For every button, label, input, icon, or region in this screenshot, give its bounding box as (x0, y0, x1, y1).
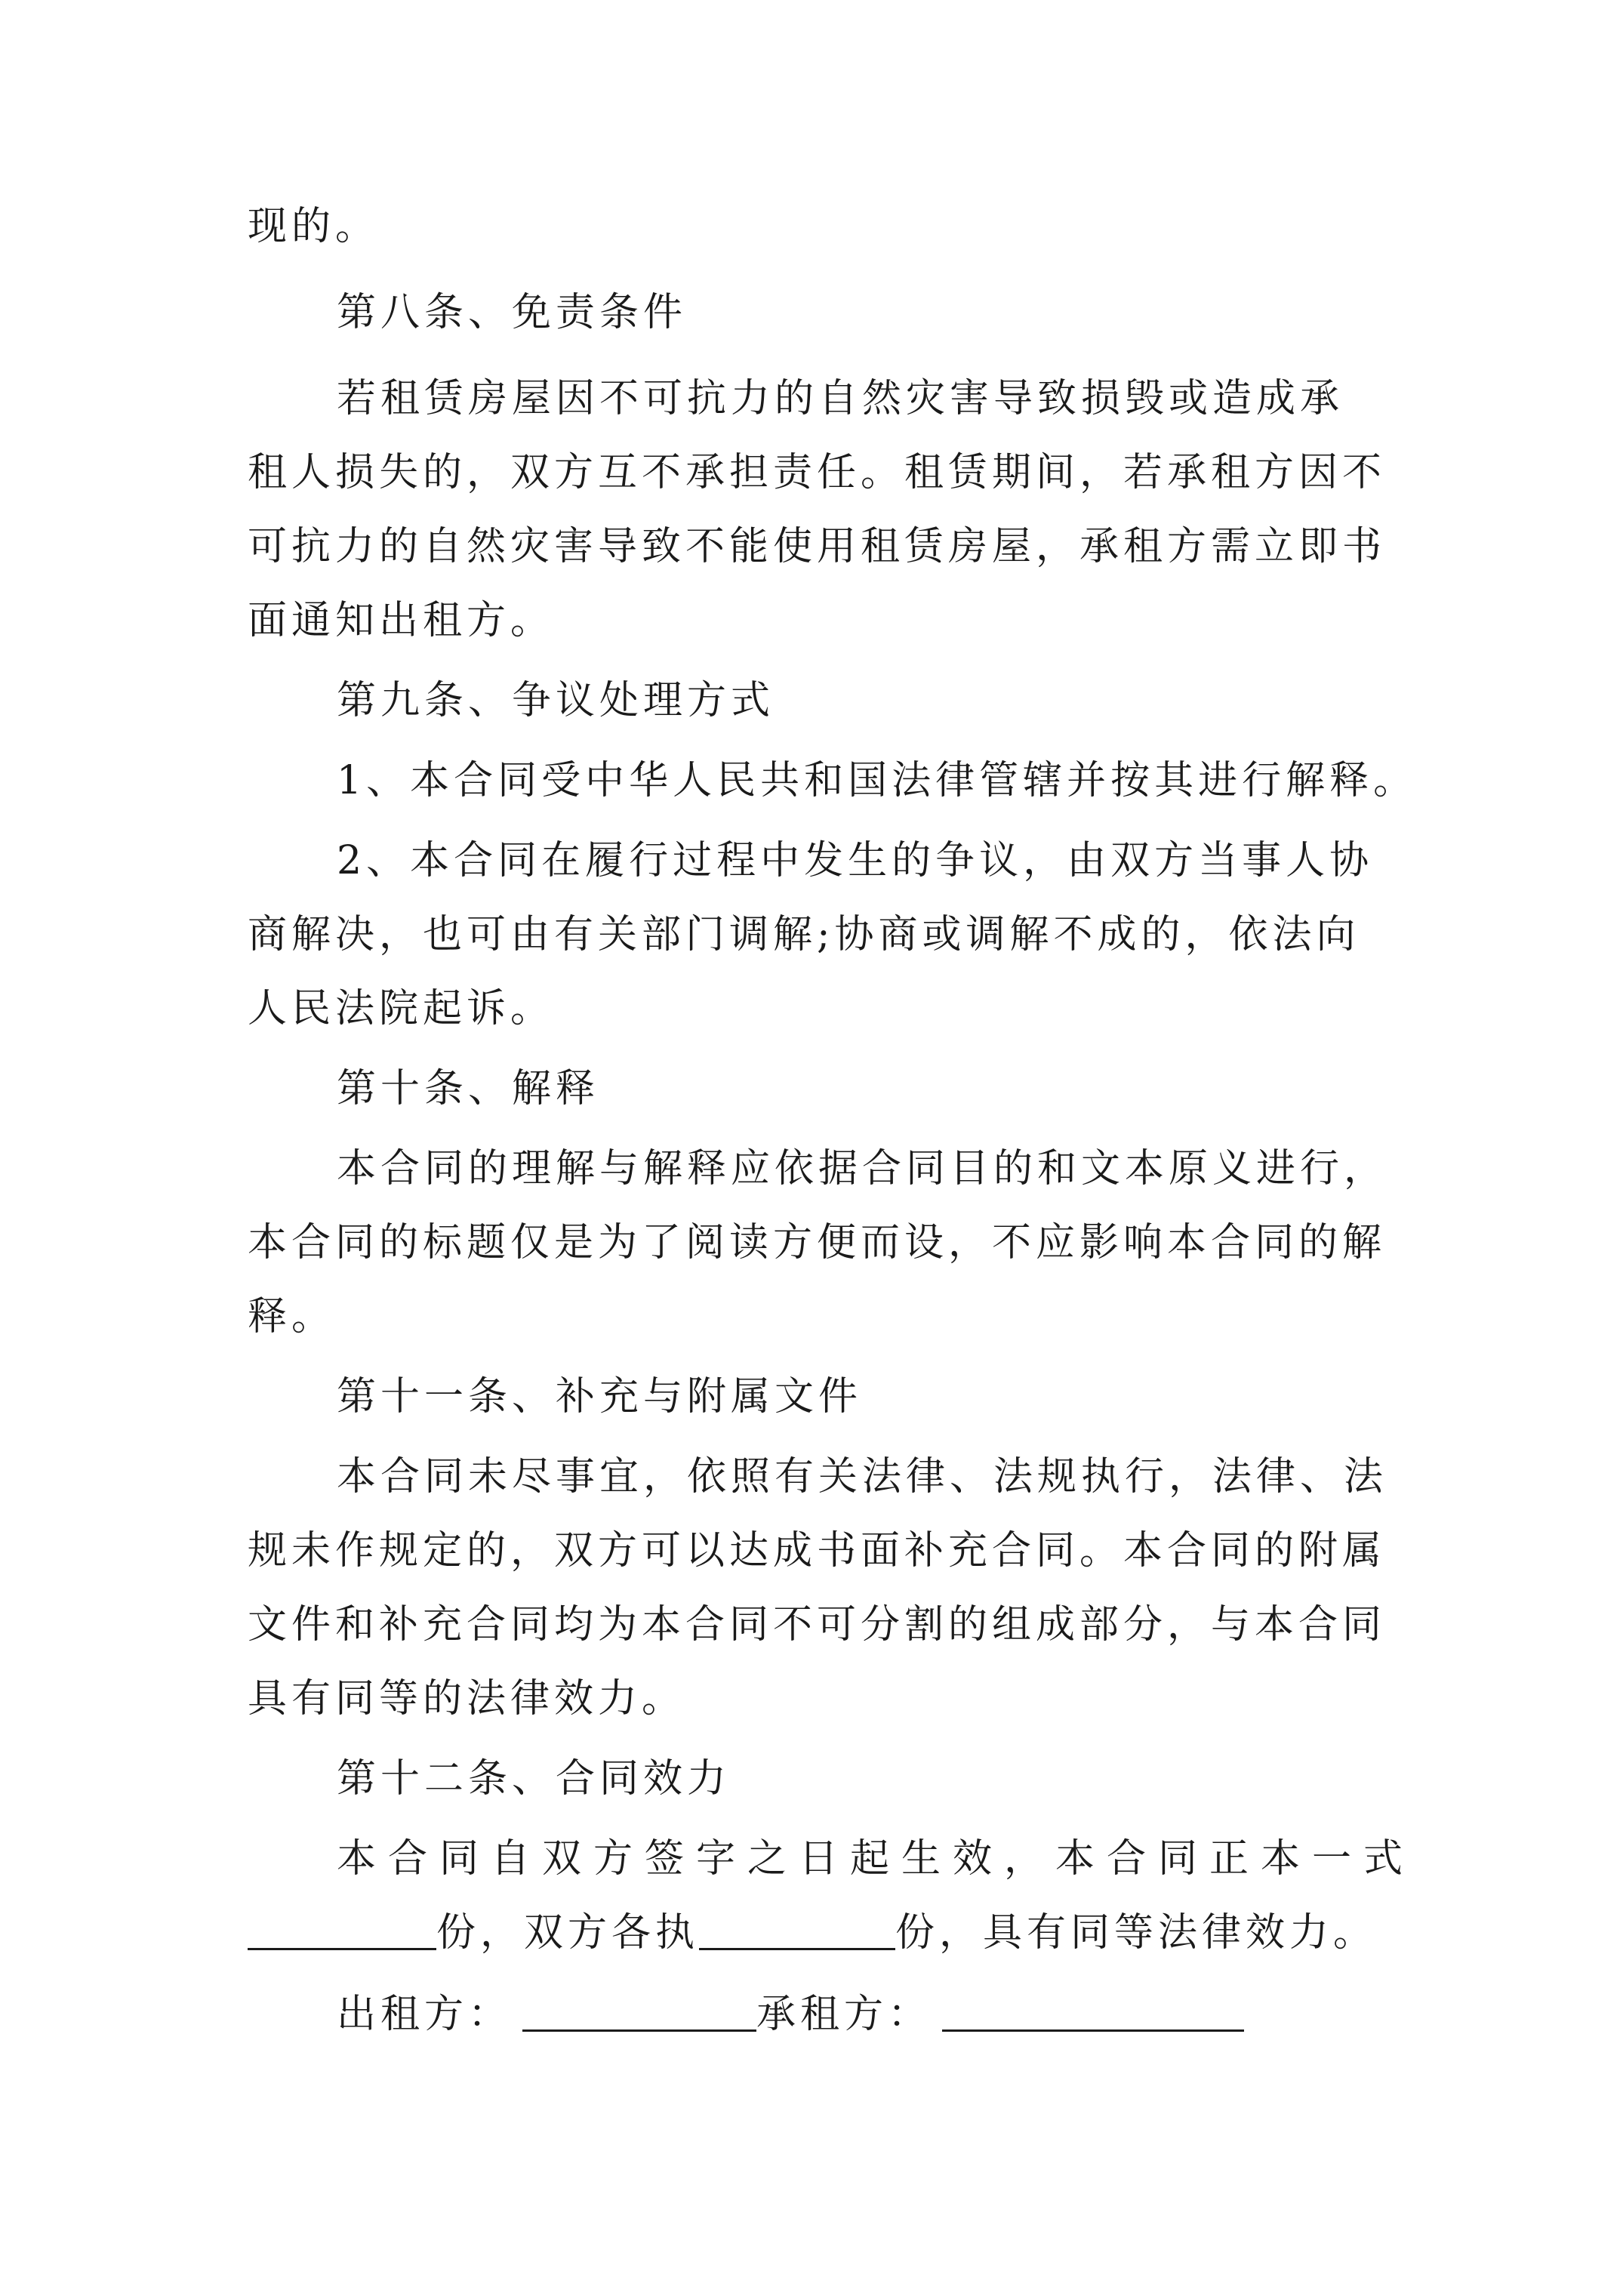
text-line: 本合同的理解与解释应依据合同目的和文本原义进行， (337, 1146, 1388, 1191)
text-line: 人民法院起诉。 (248, 986, 555, 1031)
text-line: 商解决，也可由有关部门调解;协商或调解不成的，依法向 (248, 912, 1360, 957)
text-line: 若租赁房屋因不可抗力的自然灾害导致损毁或造成承 (337, 376, 1344, 421)
lessor-signature-blank (522, 1990, 756, 2032)
text-line: 1、本合同受中华人民共和国法律管辖并按其进行解释。 (337, 758, 1418, 803)
text-line: 租人损失的，双方互不承担责任。租赁期间，若承租方因不 (248, 450, 1387, 495)
clause-heading: 第十条、解释 (337, 1066, 600, 1111)
text-line: 文件和补充合同均为本合同不可分割的组成部分，与本合同 (248, 1602, 1387, 1647)
lessee-signature-blank (942, 1990, 1244, 2032)
clause-heading: 第八条、免责条件 (337, 290, 688, 335)
copies-each-blank (699, 1909, 895, 1950)
text-line: 面通知出租方。 (248, 598, 555, 643)
text-line: 规未作规定的，双方可以达成书面补充合同。本合同的附属 (248, 1528, 1387, 1573)
copies-text-2: 份，具有同等法律效力。 (895, 1910, 1378, 1955)
text-line: 具有同等的法律效力。 (248, 1676, 686, 1721)
lessor-label: 出租方： (337, 1992, 513, 2037)
clause-heading: 第九条、争议处理方式 (337, 678, 775, 723)
text-line: 本合同的标题仅是为了阅读方便而设，不应影响本合同的解 (248, 1220, 1387, 1265)
text-line: 释。 (248, 1294, 336, 1339)
clause-heading: 第十二条、合同效力 (337, 1756, 731, 1801)
copies-line (248, 1909, 1377, 1957)
text-line: 本合同自双方签字之日起生效，本合同正本一式 (337, 1836, 1415, 1881)
copies-total-blank (248, 1909, 436, 1950)
text-line: 本合同未尽事宜，依照有关法律、法规执行，法律、法 (337, 1454, 1388, 1499)
signature-line (337, 1990, 1244, 2039)
text-line: 可抗力的自然灾害导致不能使用租赁房屋，承租方需立即书 (248, 524, 1387, 569)
text-line: 2、本合同在履行过程中发生的争议，由双方当事人协 (337, 838, 1374, 883)
lessee-label: 承租方： (756, 1992, 932, 2037)
copies-text-1: 份，双方各执 (436, 1910, 700, 1955)
text-line: 现的。 (248, 204, 380, 249)
clause-heading: 第十一条、补充与附属文件 (337, 1374, 863, 1419)
